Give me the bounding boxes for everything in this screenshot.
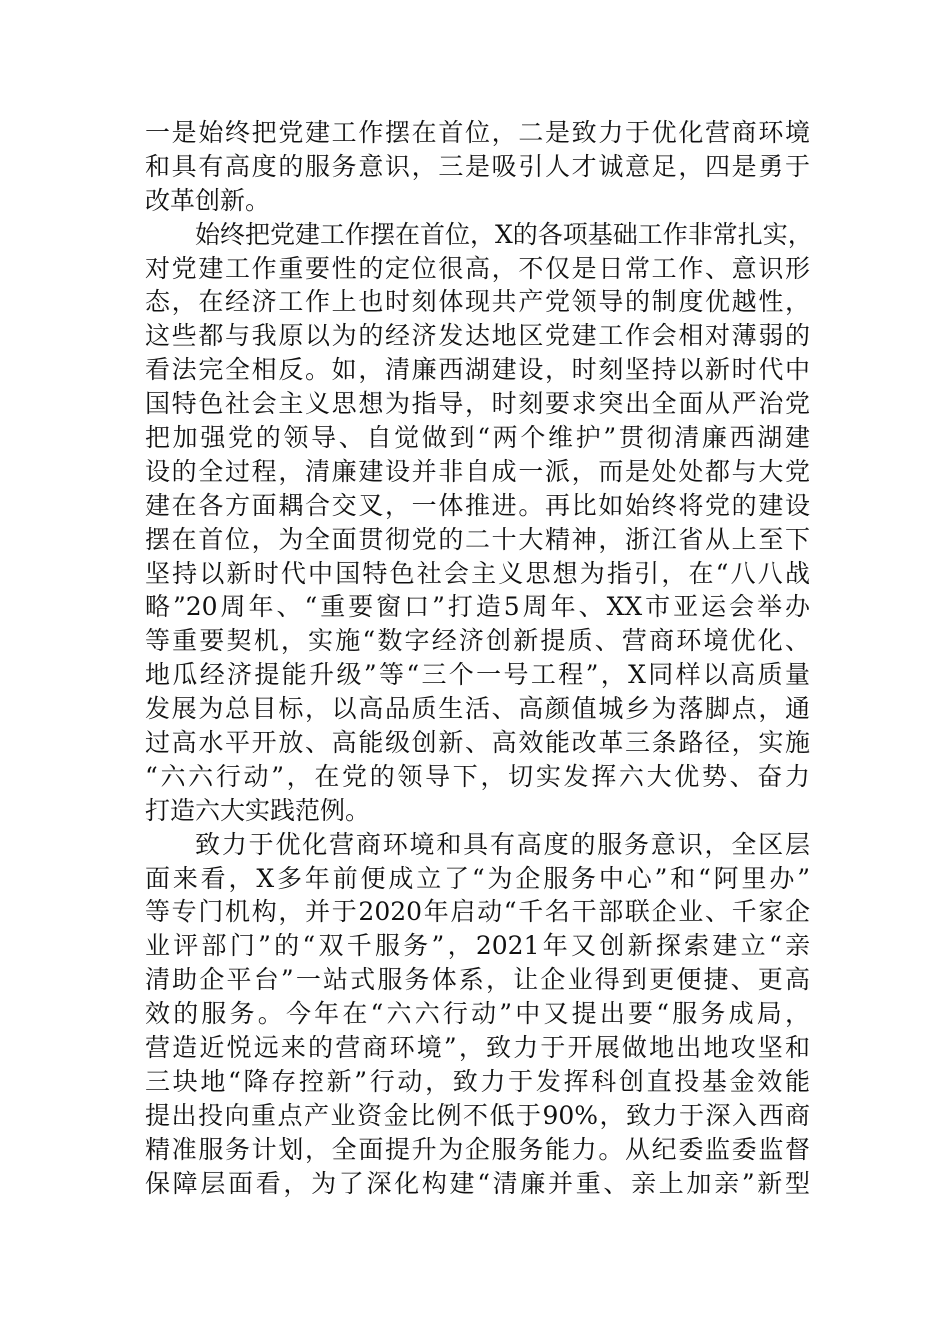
text-line: 打造六大实践范例。 — [145, 795, 371, 825]
text-line: 和具有高度的服务意识，三是吸引人才诚意足，四是勇于 — [145, 151, 810, 181]
body-text — [145, 116, 813, 1201]
text-line: 业评部门”的“双千服务”，2021年又创新探索建立“亲 — [145, 931, 810, 961]
text-line: 精准服务计划，全面提升为企服务能力。从纪委监委监督 — [145, 1134, 810, 1164]
text-line: 地瓜经济提能升级”等“三个一号工程”，X同样以高质量 — [145, 660, 810, 690]
text-line: 对党建工作重要性的定位很高，不仅是日常工作、意识形 — [145, 253, 810, 283]
text-line: 致力于优化营商环境和具有高度的服务意识，全区层 — [195, 829, 810, 859]
text-line: 看法完全相反。如，清廉西湖建设，时刻坚持以新时代中 — [145, 355, 810, 385]
text-line: 把加强党的领导、自觉做到“两个维护”贯彻清廉西湖建 — [145, 423, 810, 453]
text-line: 摆在首位，为全面贯彻党的二十大精神，浙江省从上至下 — [145, 524, 810, 554]
text-line: 三块地“降存控新”行动，致力于发挥科创直投基金效能 — [145, 1066, 810, 1096]
text-line: 略”20周年、“重要窗口”打造5周年、XX市亚运会举办 — [145, 592, 810, 622]
text-line: 始终把党建工作摆在首位，X的各项基础工作非常扎实， — [195, 219, 813, 249]
text-line: 效的服务。今年在“六六行动”中又提出要“服务成局， — [145, 999, 810, 1029]
text-line: 清助企平台”一站式服务体系，让企业得到更便捷、更高 — [145, 965, 810, 995]
text-line: 设的全过程，清廉建设并非自成一派，而是处处都与大党 — [145, 456, 810, 486]
text-line: “六六行动”，在党的领导下，切实发挥六大优势、奋力 — [145, 761, 810, 791]
text-line: 国特色社会主义思想为指导，时刻要求突出全面从严治党 — [145, 389, 810, 419]
text-line: 面来看，X多年前便成立了“为企服务中心”和“阿里办” — [145, 863, 810, 893]
text-line: 营造近悦远来的营商环境”，致力于开展做地出地攻坚和 — [145, 1033, 810, 1063]
text-line: 态，在经济工作上也时刻体现共产党领导的制度优越性， — [145, 287, 810, 317]
text-line: 这些都与我原以为的经济发达地区党建工作会相对薄弱的 — [145, 321, 810, 351]
text-line: 发展为总目标，以高品质生活、高颜值城乡为落脚点，通 — [145, 694, 810, 724]
text-line: 坚持以新时代中国特色社会主义思想为指引，在“八八战 — [145, 558, 810, 588]
text-line: 等专门机构，并于2020年启动“千名干部联企业、千家企 — [145, 897, 810, 927]
text-line: 建在各方面耦合交叉，一体推进。再比如始终将党的建设 — [145, 490, 810, 520]
text-line: 等重要契机，实施“数字经济创新提质、营商环境优化、 — [145, 626, 810, 656]
text-line: 保障层面看，为了深化构建“清廉并重、亲上加亲”新型 — [145, 1168, 810, 1198]
text-line: 一是始终把党建工作摆在首位，二是致力于优化营商环境 — [145, 118, 810, 147]
text-line: 改革创新。 — [145, 185, 271, 215]
text-line: 提出投向重点产业资金比例不低于90%，致力于深入西商 — [145, 1100, 810, 1130]
text-line: 过高水平开放、高能级创新、高效能改革三条路径，实施 — [145, 728, 810, 758]
